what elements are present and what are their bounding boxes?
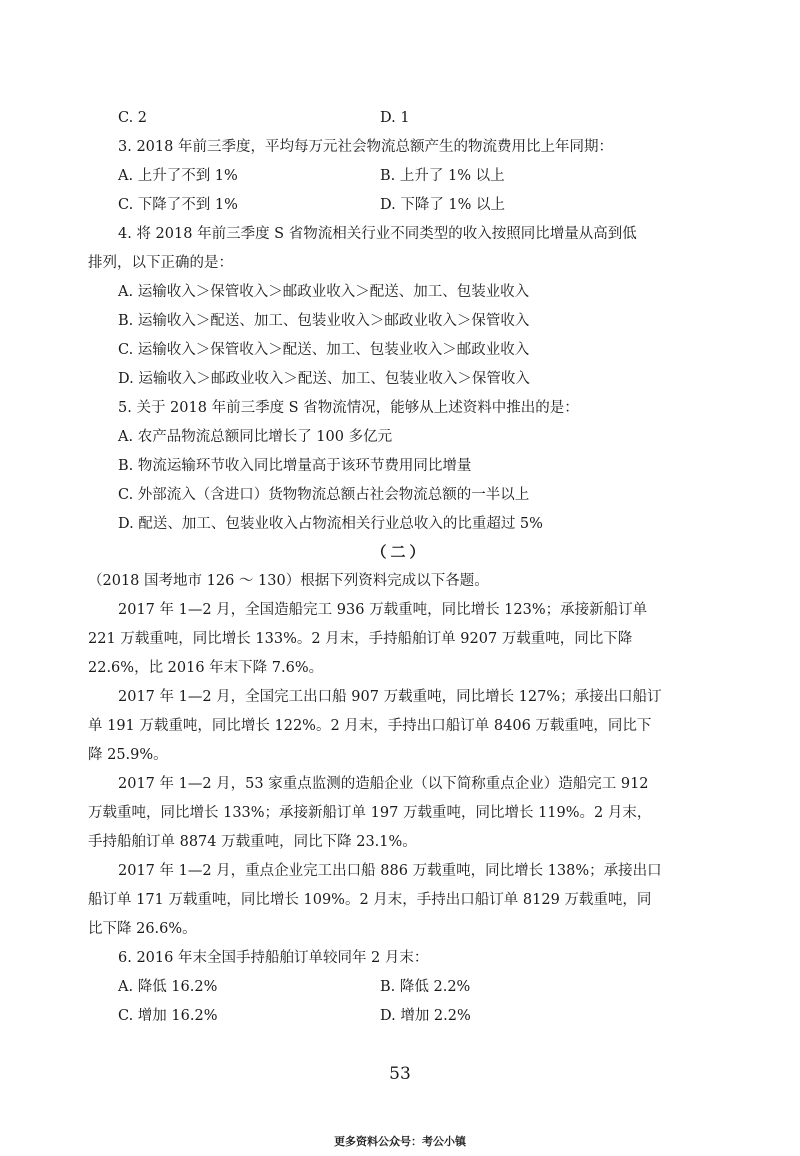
- paragraph-2-line1: 2017 年 1—2 月，全国完工出口船 907 万载重吨，同比增长 127%；承接出口船订: [118, 689, 662, 705]
- paragraph-4-line1: 2017 年 1—2 月，重点企业完工出口船 886 万载重吨，同比增长 138%；承接出口: [118, 863, 662, 879]
- q5-option-d: D. 配送、加工、包装业收入占物流相关行业总收入的比重超过 5%: [118, 516, 543, 532]
- page-number: 53: [389, 1064, 411, 1084]
- paragraph-1-line3: 22.6%，比 2016 年末下降 7.6%。: [88, 660, 324, 676]
- q6-option-c: C. 增加 16.2%: [118, 1008, 218, 1024]
- q2-option-d: D. 1: [380, 110, 410, 126]
- q5-option-b: B. 物流运输环节收入同比增量高于该环节费用同比增量: [118, 458, 472, 474]
- q2-option-c: C. 2: [118, 110, 148, 126]
- q4-stem-line1: 4. 将 2018 年前三季度 S 省物流相关行业不同类型的收入按照同比增量从高到低: [118, 226, 637, 242]
- paragraph-3-line1: 2017 年 1—2 月，53 家重点监测的造船企业（以下简称重点企业）造船完工 912: [118, 776, 649, 792]
- q5-option-a: A. 农产品物流总额同比增长了 100 多亿元: [118, 429, 393, 445]
- q3-option-c: C. 下降了不到 1%: [118, 197, 238, 213]
- paragraph-1-line1: 2017 年 1—2 月，全国造船完工 936 万载重吨，同比增长 123%；承接新船订单: [118, 602, 648, 618]
- q5-stem: 5. 关于 2018 年前三季度 S 省物流情况，能够从上述资料中推出的是：: [118, 400, 579, 416]
- paragraph-1-line2: 221 万载重吨，同比增长 133%。2 月末，手持船舶订单 9207 万载重吨，同比下降: [88, 631, 633, 647]
- q4-stem-line2: 排列，以下正确的是：: [88, 255, 233, 271]
- q3-option-d: D. 下降了 1% 以上: [380, 197, 506, 213]
- paragraph-2-line3: 降 25.9%。: [88, 747, 168, 763]
- q4-option-a: A. 运输收入＞保管收入＞邮政业收入＞配送、加工、包装业收入: [118, 284, 530, 300]
- paragraph-3-line3: 手持船舶订单 8874 万载重吨，同比下降 23.1%。: [88, 834, 417, 850]
- q3-option-b: B. 上升了 1% 以上: [380, 168, 505, 184]
- paragraph-2-line2: 单 191 万载重吨，同比增长 122%。2 月末，手持出口船订单 8406 万载重吨，同比下: [88, 718, 652, 734]
- q5-option-c: C. 外部流入（含进口）货物物流总额占社会物流总额的一半以上: [118, 487, 530, 503]
- q3-option-a: A. 上升了不到 1%: [118, 168, 238, 184]
- q3-stem: 3. 2018 年前三季度，平均每万元社会物流总额产生的物流费用比上年同期：: [118, 139, 613, 155]
- q4-option-b: B. 运输收入＞配送、加工、包装业收入＞邮政业收入＞保管收入: [118, 313, 530, 329]
- source-note: （2018 国考地市 126 ～ 130）根据下列资料完成以下各题。: [88, 573, 489, 589]
- paragraph-4-line3: 比下降 26.6%。: [88, 921, 197, 937]
- section-title: （二）: [371, 543, 429, 561]
- q6-option-a: A. 降低 16.2%: [118, 979, 218, 995]
- q6-stem: 6. 2016 年末全国手持船舶订单较同年 2 月末：: [118, 950, 429, 966]
- q6-option-b: B. 降低 2.2%: [380, 979, 471, 995]
- q4-option-c: C. 运输收入＞保管收入＞配送、加工、包装业收入＞邮政业收入: [118, 342, 530, 358]
- q6-option-d: D. 增加 2.2%: [380, 1008, 471, 1024]
- paragraph-4-line2: 船订单 171 万载重吨，同比增长 109%。2 月末，手持出口船订单 8129 万载重吨，同: [88, 892, 652, 908]
- q4-option-d: D. 运输收入＞邮政业收入＞配送、加工、包装业收入＞保管收入: [118, 371, 530, 387]
- footer-note: 更多资料公众号：考公小镇: [334, 1135, 466, 1148]
- paragraph-3-line2: 万载重吨，同比增长 133%；承接新船订单 197 万载重吨，同比增长 119%。2 月末，: [88, 805, 652, 821]
